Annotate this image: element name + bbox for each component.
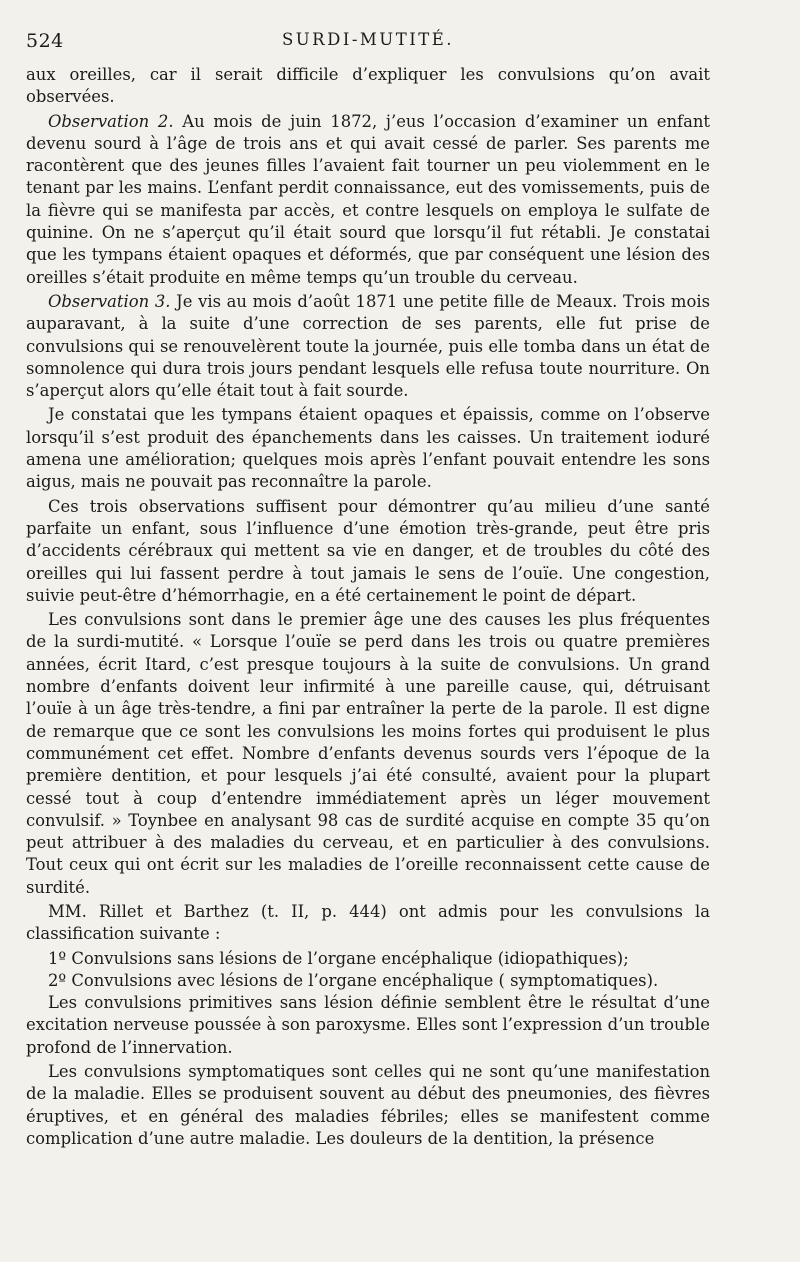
paragraph: Ces trois observations suffisent pour démontrer qu’au milieu d’une santé parfaite un enfant, sous l’influence d’une émotion très-grande, peut être pris d’accidents cérébraux qui mettent sa vie en danger, et de troubles du côté des oreilles qui lui fassent perdre à tout jamais le sens de l’ouïe. Une congestion, suivie peut-être d’hémorrhagie, en a été certainement le point de départ. [26, 496, 710, 605]
paragraph: Je constatai que les tympans étaient opaques et épaissis, comme on l’observe lorsqu’il s’est produit des épanchements dans les caisses. Un traitement ioduré amena une amélioration; quelques mois après l’enfant pouvait entendre les sons aigus, mais ne pouvait pas reconnaître la parole. [26, 405, 710, 492]
paragraph: aux oreilles, car il serait difficile d’expliquer les convulsions qu’on avait observées. [26, 65, 710, 107]
list-item: 1º Convulsions sans lésions de l’organe encéphalique (idiopathiques); [48, 948, 629, 968]
running-title: SURDI-MUTITÉ. [281, 30, 455, 49]
paragraph-text: Au mois de juin 1872, j’eus l’occasion d’examiner un enfant devenu sourd à l’âge de trois ans et qui avait cessé de parler. Ses parents me racontèrent que des jeunes filles l’avaient fait tourner un peu violemment en le tenant par les mains. L’enfant perdit connaissance, eut des vomissements, puis de la fièvre qui se manifesta par accès, et contre lesquels on employa le sulfate de quinine. On ne s’aperçut qu’il était sourd que lorsqu’il fut rétabli. Je constatai que les tympans étaient opaques et déformés, que par conséquent une lésion des oreilles s’était produite en même temps qu’un trouble du cerveau. [26, 111, 710, 287]
paragraph: MM. Rillet et Barthez (t. II, p. 444) ont admis pour les convulsions la classification suivante : [26, 901, 710, 944]
paragraph-observation-3 [26, 291, 710, 402]
body-text [26, 64, 710, 1152]
paragraph: Les convulsions symptomatiques sont celles qui ne sont qu’une manifestation de la maladie. Elles se produisent souvent au début des pneumonies, des fièvres éruptives, et en général des maladies fébriles; elles se manifestent comme complication d’une autre maladie. Les douleurs de la dentition, la présence [26, 1062, 710, 1148]
paragraph: Les convulsions primitives sans lésion définie semblent être le résultat d’une excitation nerveuse poussée à son paroxysme. Elles sont l’expression d’un trouble profond de l’innervation. [26, 993, 710, 1057]
page-number: 524 [26, 30, 64, 52]
observation-label: Observation 3. [48, 291, 171, 311]
paragraph: Les convulsions sont dans le premier âge une des causes les plus fréquentes de la surdi-mutité. « Lorsque l’ouïe se perd dans les trois ou quatre premières années, écrit Itard, c’est presque toujours à la suite de convulsions. Un grand nombre d’enfants doivent leur infirmité à une pareille cause, qui, détruisant l’ouïe à un âge très-tendre, a fini par entraîner la perte de la parole. Il est digne de remarque que ce sont les convulsions les moins fortes qui produisent le plus communément cet effet. Nombre d’enfants devenus sourds vers l’époque de la première dentition, et pour lesquels j’ai été consulté, avaient pour la plupart cessé tout à coup d’entendre immédiatement après un léger mouvement convulsif. » Toynbee en analysant 98 cas de surdité acquise en compte 35 qu’on peut attribuer à des maladies du cerveau, et en particulier à des convulsions. Tout ceux qui ont écrit sur les maladies de l’oreille reconnaissent cette cause de surdité. [26, 610, 710, 897]
page-header [26, 30, 710, 58]
observation-label: Observation 2. [48, 111, 174, 131]
list-item: 2º Convulsions avec lésions de l’organe encéphalique ( symptomatiques). [48, 970, 659, 990]
paragraph-observation-2 [26, 111, 710, 289]
paragraph-text: Je vis au mois d’août 1871 une petite fille de Meaux. Trois mois auparavant, à la suite d’une correction de ses parents, elle fut prise de convulsions qui se renouvelèrent toute la journée, puis elle tomba dans un état de somnolence qui dura trois jours pendant lesquels elle refusa toute nourriture. On s’aperçut alors qu’elle était tout à fait sourde. [26, 291, 710, 401]
